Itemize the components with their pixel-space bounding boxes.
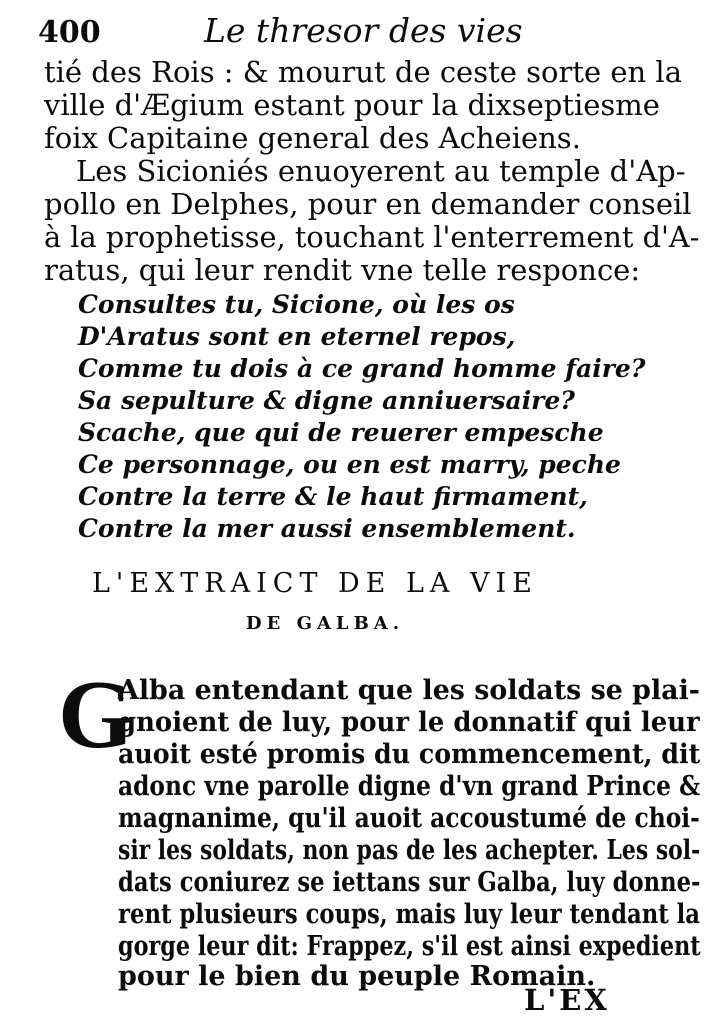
page-number: 400 [38, 15, 101, 50]
text-line: à la prophetisse, touchant l'enterrement d'A- [44, 220, 700, 254]
text-line: magnanime, qu'il auoit accoustumé de choi- [118, 803, 700, 834]
section-title: L'EXTRAICT DE LA VIE [92, 568, 538, 599]
verse-line: Consultes tu, Sicione, où les os [78, 290, 515, 319]
verse-line: Scache, que qui de reuerer empesche [78, 418, 604, 447]
text-line: pour le bien du peuple Romain. [118, 961, 596, 992]
verse-line: Ce personnage, ou en est marry, peche [78, 450, 621, 479]
running-title: Le thresor des vies [204, 11, 523, 50]
catchword: L'EX [524, 983, 610, 1017]
text-line: tié des Rois : & mourut de ceste sorte en la [44, 55, 682, 89]
text-line: ratus, qui leur rendit vne telle responce: [44, 253, 641, 287]
text-line: Alba entendant que les soldats se plai- [118, 675, 700, 706]
text-line: rent plusieurs coups, mais luy leur tendant la [118, 899, 701, 930]
text-line: foix Capitaine general des Acheiens. [44, 121, 581, 155]
text-line: dats coniurez se iettans sur Galba, luy donne- [118, 867, 701, 898]
drop-capital: G [58, 661, 135, 769]
text-line: pollo en Delphes, pour en demander conseil [44, 187, 692, 221]
verse-line: D'Aratus sont en eternel repos, [78, 322, 516, 351]
text-line: adonc vne parolle digne d'vn grand Prince & [118, 771, 701, 802]
text-line: ville d'Ægium estant pour la dixseptiesme [44, 88, 660, 122]
verse-line: Contre la mer aussi ensemblement. [78, 514, 576, 543]
verse-line: Contre la terre & le haut firmament, [78, 482, 588, 511]
text-line: gorge leur dit: Frappez, s'il est ainsi expedient [118, 931, 701, 962]
text-line: gnoient de luy, pour le donnatif qui leur [118, 707, 700, 738]
verse-line: Comme tu dois à ce grand homme faire? [78, 354, 646, 383]
text-line: sir les soldats, non pas de les achepter. Les sol- [118, 835, 701, 866]
text-line: auoit esté promis du commencement, dit [118, 739, 701, 770]
section-subtitle: DE GALBA. [246, 613, 405, 634]
verse-line: Sa sepulture & digne anniuersaire? [78, 386, 575, 415]
text-line: Les Sicioniés enuoyerent au temple d'Ap- [76, 154, 686, 188]
